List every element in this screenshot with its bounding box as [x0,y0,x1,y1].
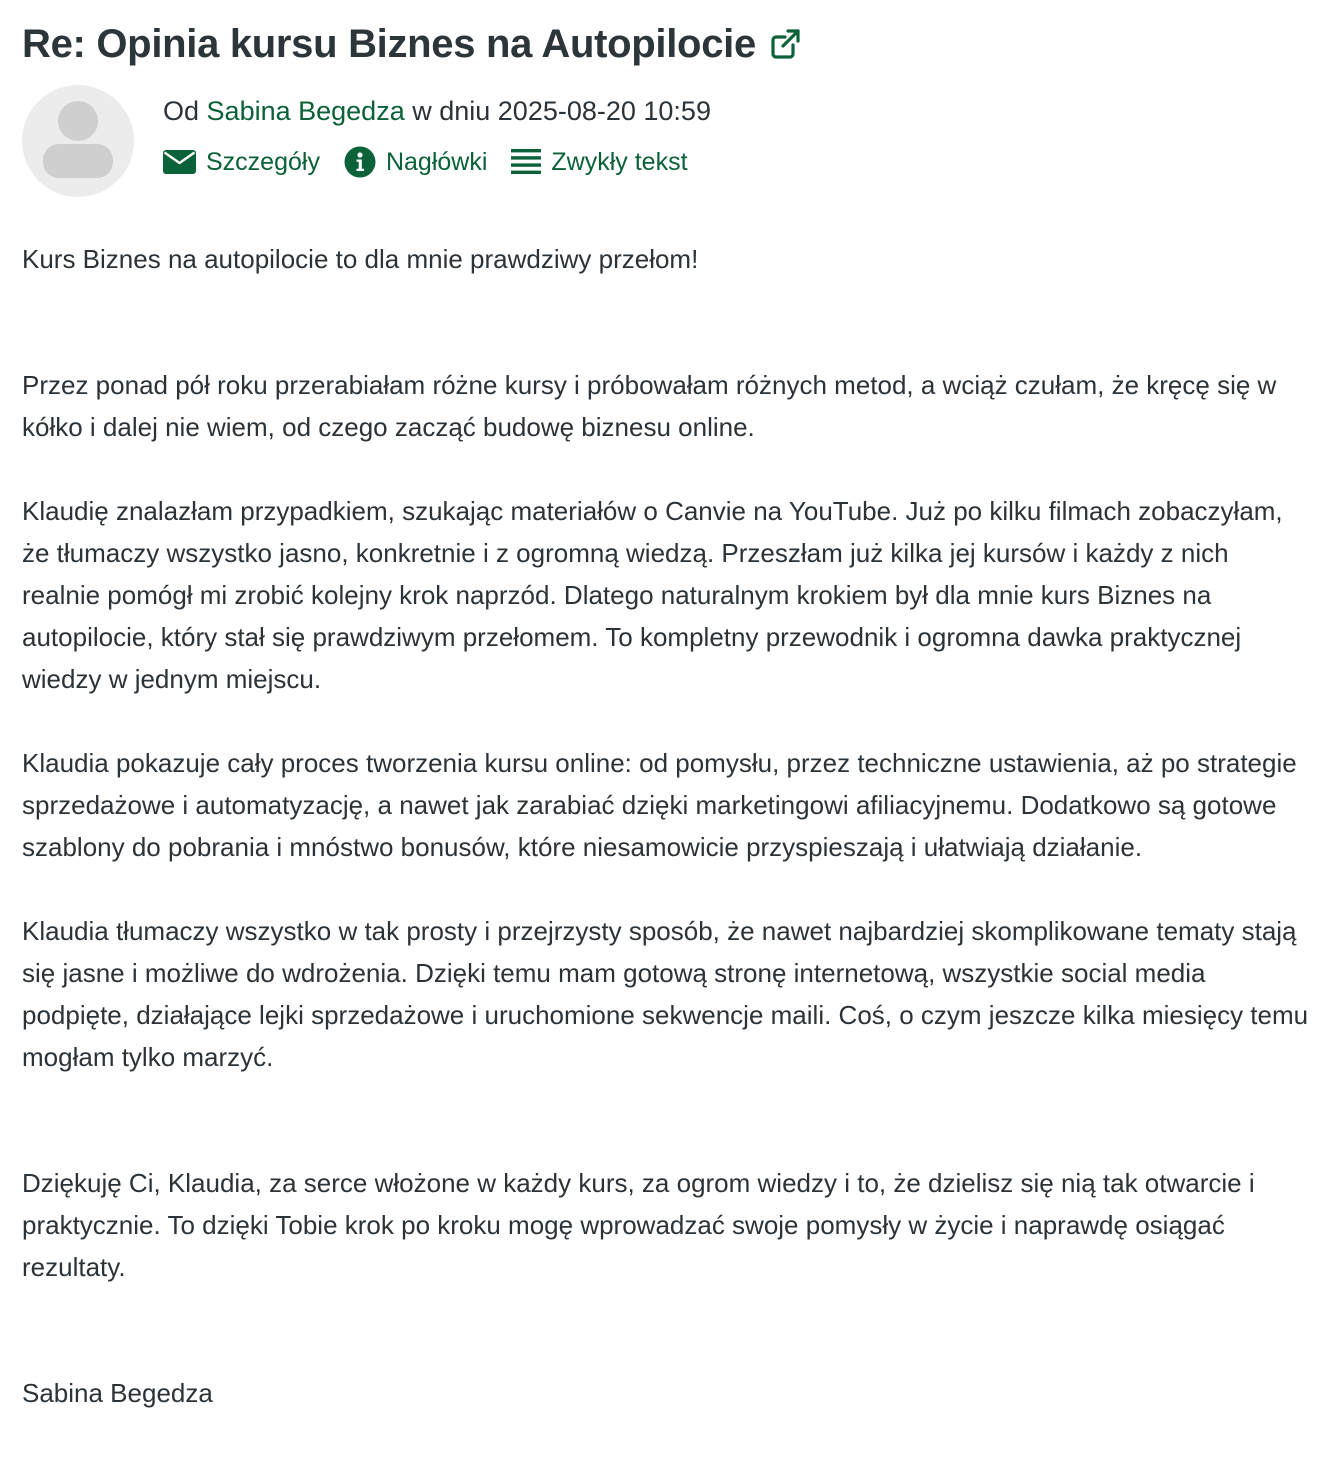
details-button[interactable] [163,143,320,181]
lines-icon [511,148,541,176]
body-paragraph: Dziękuję Ci, Klaudia, za serce włożone w każdy kurs, za ogrom wiedzy i to, że dzielisz się nią tak otwarcie i praktycznie. To dzięki Tobie krok po kroku mogę wprowadzać swoje pomysły w życie i naprawdę osiągać rezultaty. [22,1168,1255,1282]
message-body [22,238,1312,1414]
subject-row [22,18,802,70]
body-paragraph: Przez ponad pół roku przerabiałam różne kursy i próbowałam różnych metod, a wciąż czułam, że kręcę się w kółko i dalej nie wiem, od czego zacząć budowę biznesu online. [22,370,1277,442]
external-link-icon[interactable] [768,27,802,61]
info-icon [344,146,376,178]
body-paragraph: Klaudia tłumaczy wszystko w tak prosty i przejrzysty sposób, że nawet najbardziej skomplikowane tematy stają się jasne i możliwe do wdrożenia. Dzięki temu mam gotową stronę internetową, wszystkie social media podpięte, działające lejki sprzedażowe i uruchomione sekwencje maili. Coś, o czym jeszcze kilka miesięcy temu mogłam tylko marzyć. [22,916,1309,1072]
plaintext-label: Zwykły tekst [551,148,688,176]
plaintext-button[interactable] [511,143,687,181]
sender-link[interactable]: Sabina Begedza [206,96,405,126]
headers-label: Nagłówki [385,148,488,176]
message-date: w dniu 2025-08-20 10:59 [412,96,711,126]
message-actions [163,143,712,181]
headers-button[interactable] [344,143,487,181]
user-silhouette-icon [22,85,134,197]
envelope-icon [163,150,196,174]
body-paragraph: Kurs Biznes na autopilocie to dla mnie prawdziwy przełom! [22,244,699,274]
body-paragraph: Klaudia pokazuje cały proces tworzenia kursu online: od pomysłu, przez techniczne ustawienia, aż po strategie sprzedażowe i automatyzację, a nawet jak zarabiać dzięki marketingowi afiliacyjnemu. Dodatkowo są gotowe szablony do pobrania i mnóstwo bonusów, które niesamowicie przyspieszają i ułatwiają działanie. [22,748,1297,862]
signature: Sabina Begedza [22,1378,213,1408]
body-paragraph: Klaudię znalazłam przypadkiem, szukając materiałów o Canvie na YouTube. Już po kilku filmach zobaczyłam, że tłumaczy wszystko jasno, konkretnie i z ogromną wiedzą. Przeszłam już kilka jej kursów i każdy z nich realnie pomógł mi zrobić kolejny krok naprzód. Dlatego naturalnym krokiem był dla mnie kurs Biznes na autopilocie, który stał się prawdziwym przełomem. To kompletny przewodnik i ogromna dawka praktycznej wiedzy w jednym miejscu. [22,496,1283,694]
avatar [22,85,134,197]
details-label: Szczegóły [206,148,320,176]
from-prefix: Od [163,96,200,126]
sender-line [163,92,711,130]
message-subject: Re: Opinia kursu Biznes na Autopilocie [22,22,756,66]
